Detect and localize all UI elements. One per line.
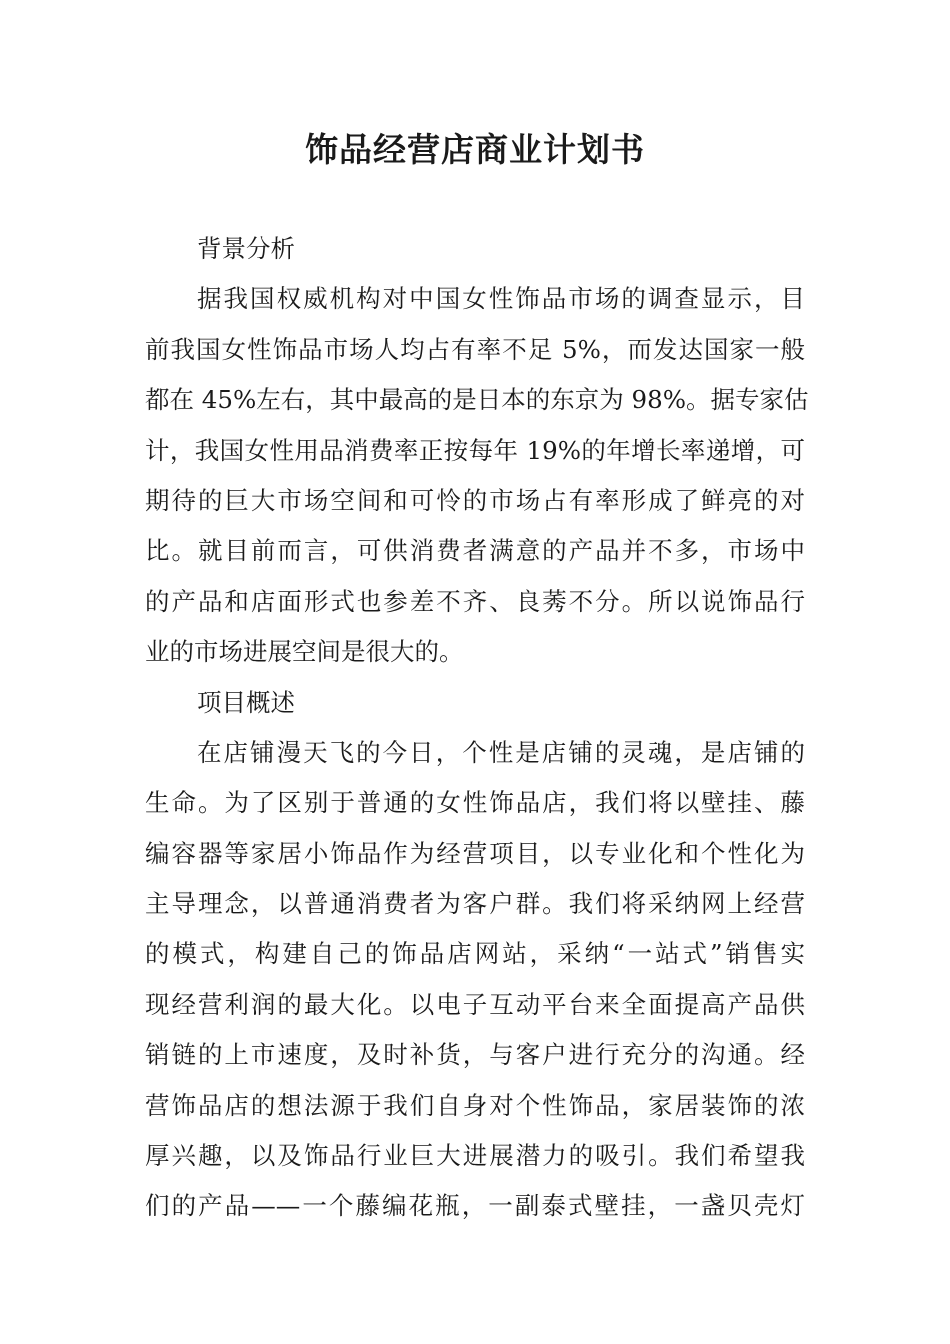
paragraph-line: 营饰品店的想法源于我们自身对个性饰品，家居装饰的浓 [145,1090,805,1120]
paragraph-line: 期待的巨大市场空间和可怜的市场占有率形成了鲜亮的对 [145,485,805,515]
paragraph-line: 生命。为了区别于普通的女性饰品店，我们将以壁挂、藤 [145,788,805,818]
paragraph-line: 们的产品——一个藤编花瓶，一副泰式壁挂，一盏贝壳灯 [145,1191,805,1221]
paragraph-line: 据我国权威机构对中国女性饰品市场的调查显示，目 [197,284,805,314]
paragraph-line: 主导理念，以普通消费者为客户群。我们将采纳网上经营 [145,889,805,919]
paragraph-line: 都在 45%左右，其中最高的是日本的东京为 98%。据专家估 [145,385,809,415]
paragraph-line: 的模式，构建自己的饰品店网站，采纳“一站式”销售实 [145,939,805,969]
section-heading-overview: 项目概述 [197,687,295,717]
paragraph-line: 比。就目前而言，可供消费者满意的产品并不多，市场中 [145,536,805,566]
document-title: 饰品经营店商业计划书 [305,130,645,169]
section-heading-background: 背景分析 [197,234,295,263]
paragraph-line: 销链的上市速度，及时补货，与客户进行充分的沟通。经 [145,1040,805,1070]
paragraph-line: 现经营利润的最大化。以电子互动平台来全面提高产品供 [145,989,805,1019]
paragraph-line: 厚兴趣，以及饰品行业巨大进展潜力的吸引。我们希望我 [145,1141,805,1171]
paragraph-line: 计，我国女性用品消费率正按每年 19%的年增长率递增，可 [145,435,805,465]
paragraph-line: 前我国女性饰品市场人均占有率不足 5%，而发达国家一般 [145,334,805,364]
paragraph-line: 的产品和店面形式也参差不齐、良莠不分。所以说饰品行 [145,586,805,616]
paragraph-line: 在店铺漫天飞的今日，个性是店铺的灵魂，是店铺的 [197,737,805,767]
paragraph-line: 编容器等家居小饰品作为经营项目，以专业化和个性化为 [145,838,805,868]
document-body [145,224,809,1232]
paragraph-line: 业的市场进展空间是很大的。 [145,637,464,667]
